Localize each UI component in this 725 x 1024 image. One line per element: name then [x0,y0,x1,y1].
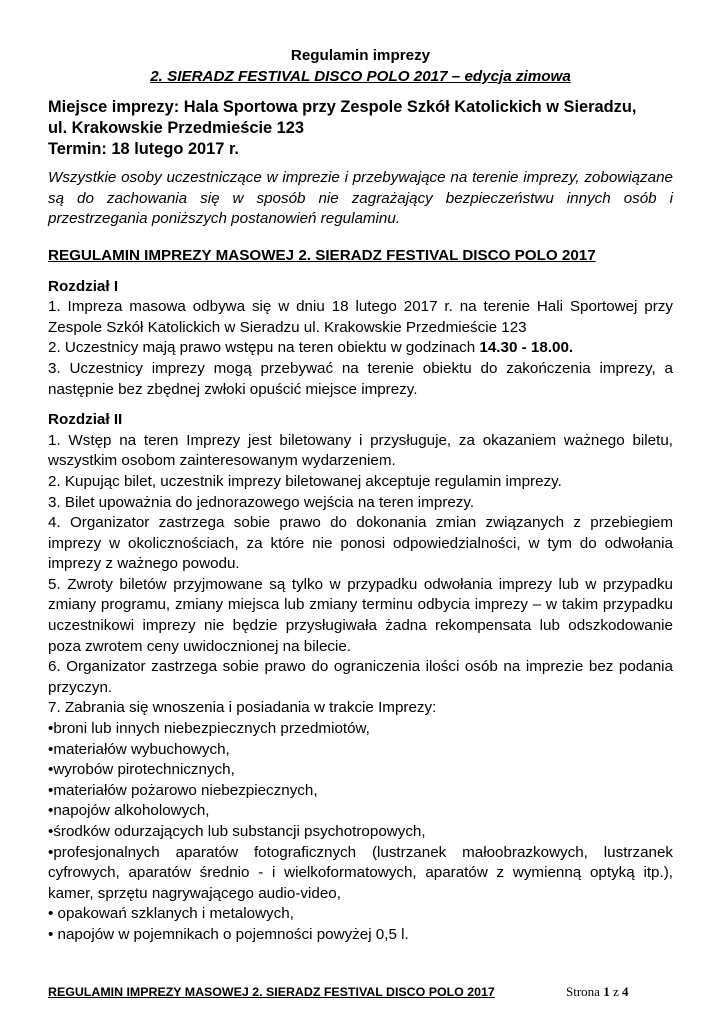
page-total: 4 [621,984,629,999]
venue-block [48,97,673,160]
page-current: 1 [603,984,610,999]
prohibited-item: •napojów alkoholowych, [48,802,210,820]
prohibited-item: •materiałów pożarowo niebezpiecznych, [48,781,318,799]
prohibited-item: • opakowań szklanych i metalowych, [48,905,294,923]
chapter-1-title: Rozdział I [48,277,119,295]
chapter-2-point-5: 5. Zwroty biletów przyjmowane są tylko w przypadku odwołania imprezy lub w przypadku zmiany programu, zmiany miejsca lub zmiany terminu odbycia imprezy – w takim przypadku uczestnikowi imprezy nie będzie przysługiwała żadna rekompensata lub odszkodowanie poza zwrotem ceny uwidocznionej na bilecie. [48,575,673,655]
footer-title: REGULAMIN IMPREZY MASOWEJ 2. SIERADZ FESTIVAL DISCO POLO 2017 [48,985,495,999]
document-subtitle: 2. SIERADZ FESTIVAL DISCO POLO 2017 – edycja zimowa [150,67,571,85]
prohibited-item: • napojów w pojemnikach o pojemności powyżej 0,5 l. [48,925,409,943]
chapter-1-point-2-text: 2. Uczestnicy mają prawo wstępu na teren obiektu w godzinach [48,339,480,357]
chapter-1 [48,277,673,401]
chapter-2-point-2: 2. Kupując bilet, uczestnik imprezy biletowanej akceptuje regulamin imprezy. [48,472,562,490]
prohibited-item: •wyrobów pirotechnicznych, [48,761,235,779]
prohibited-item: •materiałów wybuchowych, [48,740,230,758]
chapter-2 [48,410,673,945]
chapter-1-point-2 [48,338,673,359]
regulation-heading: REGULAMIN IMPREZY MASOWEJ 2. SIERADZ FESTIVAL DISCO POLO 2017 [48,246,596,264]
chapter-1-point-3: 3. Uczestnicy imprezy mogą przebywać na terenie obiektu do zakończenia imprezy, a następnie bez zbędnej zwłoki opuścić miejsce imprezy. [48,359,673,398]
page-separator: z [612,984,619,999]
chapter-2-point-3: 3. Bilet upoważnia do jednorazowego wejścia na teren imprezy. [48,493,475,511]
document-title: Regulamin imprezy [290,47,431,64]
document-page [48,46,673,956]
chapter-2-title: Rozdział II [48,411,123,429]
event-date: Termin: 18 lutego 2017 r. [48,140,239,159]
page-number [566,984,628,1000]
prohibited-item: •broni lub innych niebezpiecznych przedmiotów, [48,720,370,738]
entry-hours: 14.30 - 18.00. [479,339,574,357]
chapter-2-point-4: 4. Organizator zastrzega sobie prawo do dokonania zmian związanych z przebiegiem imprezy w okolicznościach, za które nie ponosi odpowiedzialności, w tym do odwołania imprezy z ważnego powodu. [48,514,673,573]
chapter-2-point-1: 1. Wstęp na teren Imprezy jest biletowany i przysługuje, za okazaniem ważnego biletu, wszystkim osobom zainteresowanym wydarzeniem. [48,431,673,470]
prohibited-item: •środków odurzających lub substancji psychotropowych, [48,823,426,840]
chapter-2-point-6: 6. Organizator zastrzega sobie prawo do ograniczenia ilości osób na imprezie bez podania przyczyn. [48,658,673,696]
venue-location: Miejsce imprezy: Hala Sportowa przy Zespole Szkół Katolickich w Sieradzu, [48,98,637,117]
chapter-2-point-7: 7. Zabrania się wnoszenia i posiadania w trakcie Imprezy: [48,699,437,717]
venue-address: ul. Krakowskie Przedmieście 123 [48,119,305,138]
intro-paragraph: Wszystkie osoby uczestniczące w imprezie i przebywające na terenie imprezy, zobowiązane są do zachowania się w sposób nie zagrażający bezpieczeństwu innych osób i przestrzegania poniższych postanowień regulaminu. [48,169,673,228]
prohibited-item: •profesjonalnych aparatów fotograficznych (lustrzanek małoobrazkowych, lustrzanek cyfrowych, aparatów średnio - i wielkoformatowych, aparatów z wymienną optyką itp.), kamer, sprzętu nagrywającego audio-video, [48,843,673,902]
chapter-1-point-1: 1. Impreza masowa odbywa się w dniu 18 lutego 2017 r. na terenie Hali Sportowej przy Zespole Szkół Katolickich w Sieradzu ul. Krakowskie Przedmieście 123 [48,298,673,336]
page-label: Strona [566,984,600,999]
page-footer [48,984,648,1000]
